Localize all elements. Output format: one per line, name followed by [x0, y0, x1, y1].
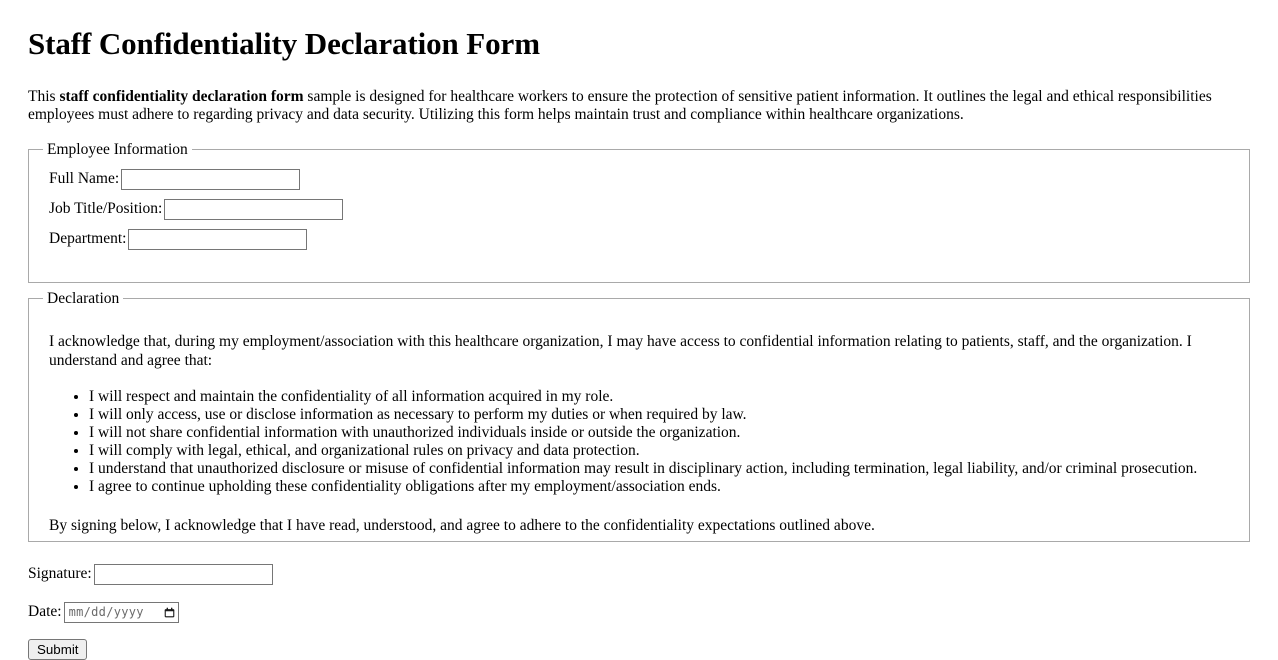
intro-rest-text: sample is designed for healthcare workers to ensure the protection of sensitive patient information. It outlines the legal and ethical responsibilities employees must adhere to regarding privacy and data security. Utilizing this form helps maintain trust and compliance within healthcare organizations. [28, 87, 1212, 123]
submit-button[interactable]: Submit [28, 639, 87, 660]
list-item: • I will not share confidential information with unauthorized individuals inside or outside the organization. [89, 424, 1239, 442]
date-placeholder-text: mm/dd/yyyy [68, 605, 144, 620]
page-title: Staff Confidentiality Declaration Form [28, 26, 540, 61]
list-item: • I will only access, use or disclose information as necessary to perform my duties or when required by law. [89, 406, 1239, 424]
signature-label: Signature: [28, 564, 92, 582]
department-label: Department: [49, 229, 127, 247]
signature-input[interactable] [94, 564, 273, 585]
list-item: • I understand that unauthorized disclosure or misuse of confidential information may result in disciplinary action, including termination, legal liability, and/or criminal prosecution. [89, 460, 1239, 478]
intro-lead-text: This [28, 87, 60, 105]
intro-bold-text: staff confidentiality declaration form [59, 87, 304, 105]
department-input[interactable] [128, 229, 307, 250]
full-name-row [49, 169, 1239, 190]
declaration-legend: Declaration [47, 289, 120, 307]
list-item: • I agree to continue upholding these confidentiality obligations after my employment/association ends. [89, 478, 1239, 496]
job-title-input[interactable] [164, 199, 343, 220]
full-name-label: Full Name: [49, 169, 120, 187]
declaration-list [49, 388, 1239, 496]
date-label: Date: [28, 602, 62, 620]
employee-information-fieldset [28, 141, 1250, 283]
employee-information-legend: Employee Information [47, 140, 188, 158]
date-row [28, 602, 1250, 623]
date-input[interactable] [64, 602, 179, 623]
job-title-label: Job Title/Position: [49, 199, 163, 217]
list-item: • I will respect and maintain the confidentiality of all information acquired in my role. [89, 388, 1239, 406]
department-row [49, 229, 1239, 250]
calendar-icon[interactable] [164, 607, 175, 618]
declaration-intro-text: I acknowledge that, during my employment/association with this healthcare organization, I may have access to confidential information relating to patients, staff, and the organization. I understand and agree that: [49, 332, 1192, 369]
job-title-row [49, 199, 1239, 220]
intro-paragraph [28, 88, 1250, 124]
full-name-input[interactable] [121, 169, 300, 190]
declaration-fieldset [28, 290, 1250, 542]
signature-row [28, 564, 1250, 585]
list-item: • I will comply with legal, ethical, and organizational rules on privacy and data protection. [89, 442, 1239, 460]
declaration-outro-text: By signing below, I acknowledge that I have read, understood, and agree to adhere to the confidentiality expectations outlined above. [49, 516, 875, 534]
declaration-body [49, 332, 1239, 535]
submit-row [28, 639, 1250, 660]
